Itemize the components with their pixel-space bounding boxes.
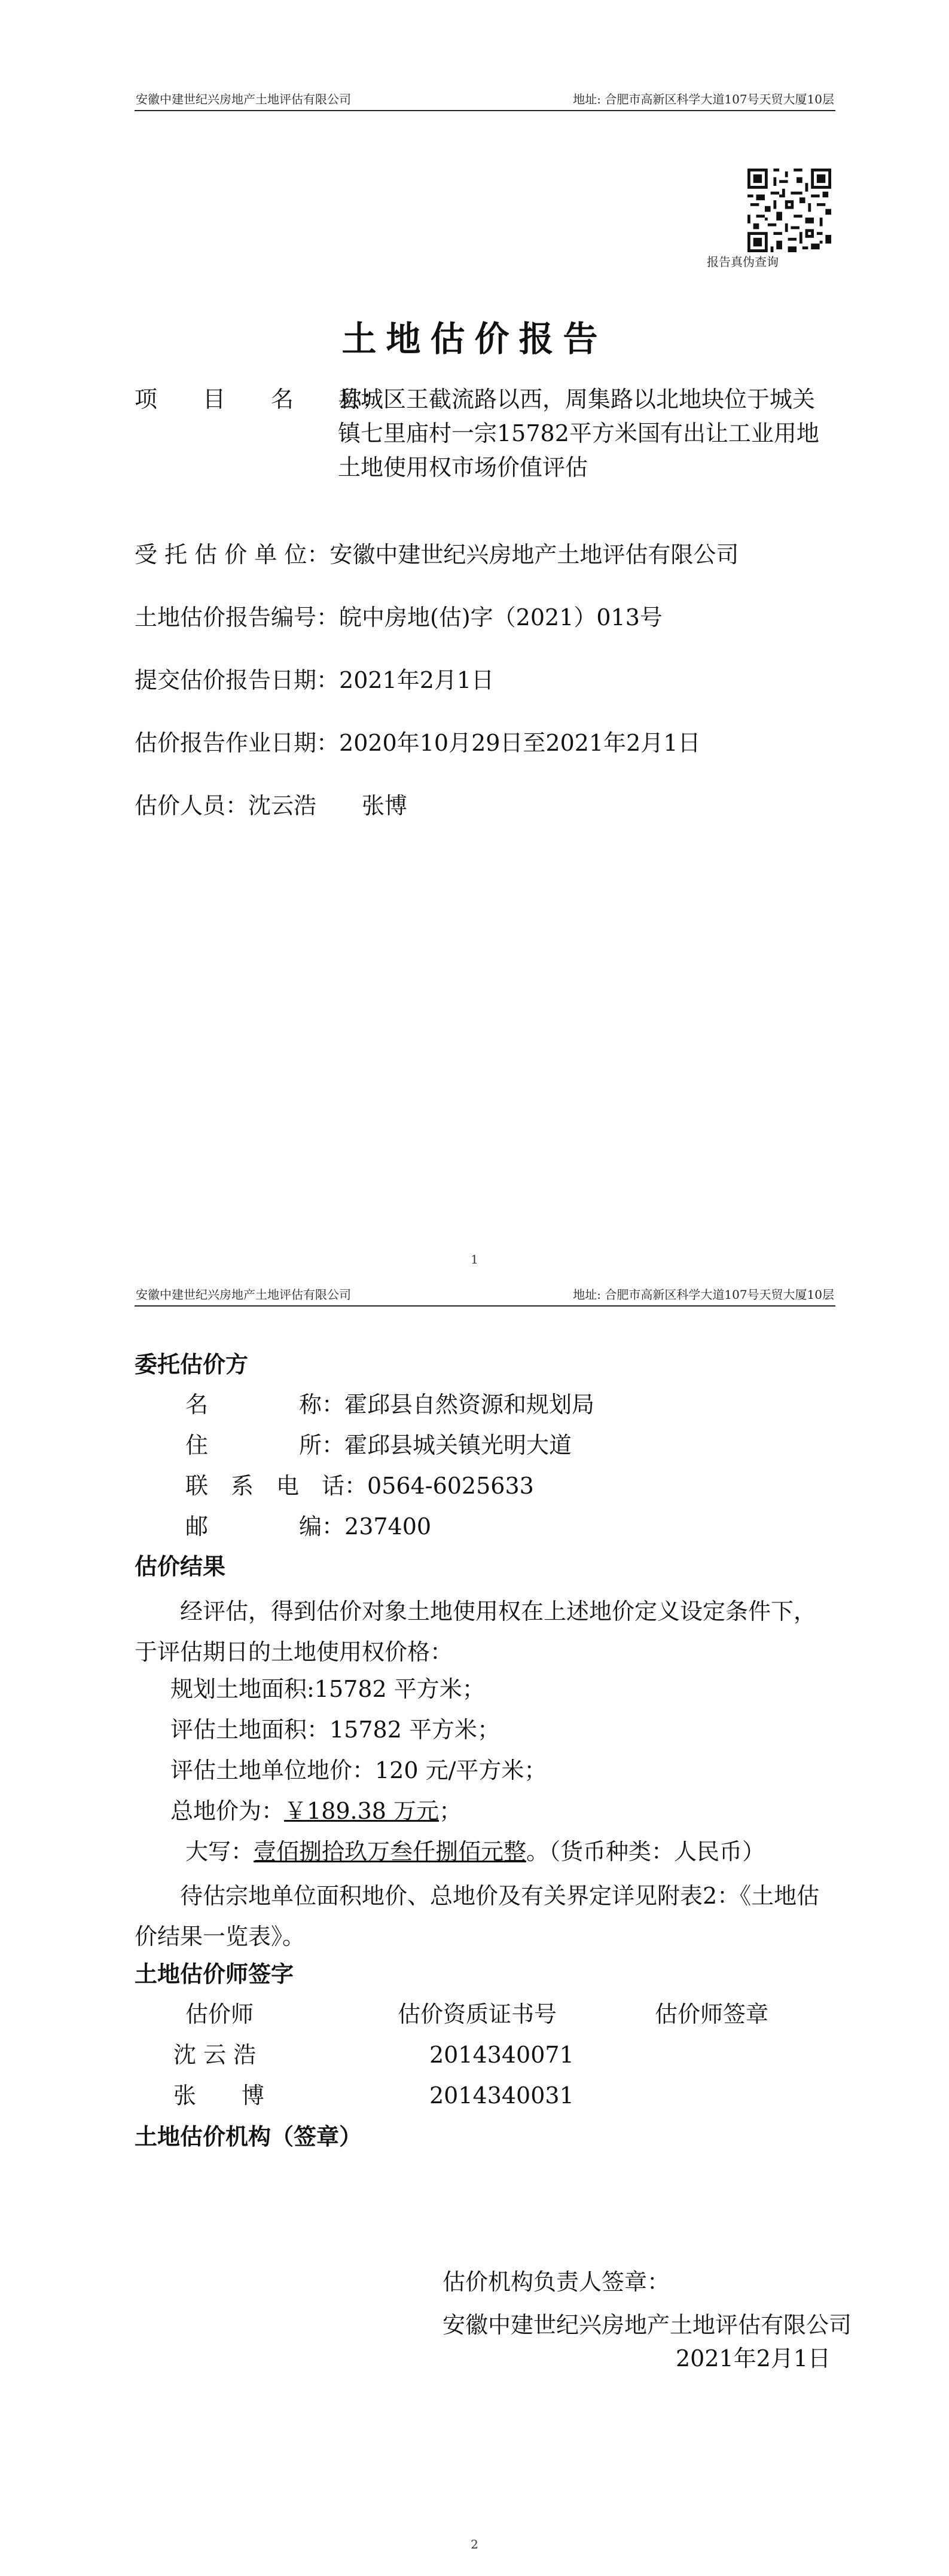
capital-suffix: 。（货币种类：人民币） <box>526 1838 765 1865</box>
qr-code-icon[interactable] <box>747 169 831 252</box>
sign-date: 2021年2月1日 <box>676 2345 831 2372</box>
client-phone-row <box>185 1469 534 1503</box>
header-company: 安徽中建世纪兴房地产土地评估有限公司 <box>136 92 351 106</box>
capital-amount-row <box>185 1835 765 1869</box>
result-intro: 经评估，得到估价对象土地使用权在上述地价定义设定条件下，于评估期日的土地使用权价格： <box>135 1598 817 1665</box>
work-date-label: 估价报告作业日期： <box>135 730 340 756</box>
client-address-row <box>185 1428 572 1463</box>
page-number: 2 <box>471 2537 478 2551</box>
client-address-label: 住 所： <box>185 1432 345 1458</box>
appraisers-row <box>135 789 407 823</box>
total-price-label: 总地价为： <box>170 1798 285 1824</box>
header-company: 安徽中建世纪兴房地产土地评估有限公司 <box>136 1287 351 1302</box>
signature-section-heading: 土地估价师签字 <box>135 1960 294 1987</box>
total-price-value: ￥189.38 万元 <box>284 1798 440 1824</box>
client-postcode-row <box>185 1510 431 1544</box>
page-header <box>135 1284 835 1307</box>
appraisers-value: 沈云浩 张博 <box>248 793 408 819</box>
report-page-2 <box>0 1285 949 2576</box>
submit-date-value: 2021年2月1日 <box>339 667 495 693</box>
org-name: 安徽中建世纪兴房地产土地评估有限公司 <box>443 2312 852 2338</box>
total-price-row <box>170 1794 462 1828</box>
page-number: 1 <box>471 1252 478 1266</box>
qr-caption: 报告真伪查询 <box>707 255 779 269</box>
eval-area: 评估土地面积：15782 平方米； <box>170 1717 500 1743</box>
report-no-row <box>135 601 663 635</box>
report-no-label: 土地估价报告编号： <box>135 604 340 631</box>
client-label: 受 托 估 价 单 位： <box>135 541 330 568</box>
header-address: 地址: 合肥市高新区科学大道107号天贸大厦10层 <box>573 1287 834 1302</box>
report-no-value: 皖中房地(估)字（2021）013号 <box>339 604 663 631</box>
appraiser-cert: 2014340071 <box>429 2042 574 2068</box>
client-value: 安徽中建世纪兴房地产土地评估有限公司 <box>329 541 739 568</box>
client-name-label: 名 称： <box>185 1391 345 1418</box>
col-cert-no: 估价资质证书号 <box>398 2001 557 2027</box>
appraiser-cert: 2014340031 <box>429 2082 574 2109</box>
client-row <box>135 538 739 572</box>
total-price-suffix: ； <box>439 1798 462 1824</box>
work-date-row <box>135 726 701 760</box>
col-appraiser: 估价师 <box>185 2001 254 2027</box>
result-note: 待估宗地单位面积地价、总地价及有关界定详见附表2：《土地估价结果一览表》。 <box>135 1883 820 1950</box>
client-name-row <box>185 1388 594 1422</box>
project-label: 项 目 名 称： <box>135 386 385 412</box>
capital-label: 大写： <box>185 1838 254 1865</box>
planned-area: 规划土地面积:15782 平方米； <box>170 1676 485 1702</box>
submit-date-label: 提交估价报告日期： <box>135 667 340 693</box>
client-section-heading: 委托估价方 <box>135 1351 249 1378</box>
client-phone-value: 0564-6025633 <box>367 1473 534 1499</box>
project-value: 县城区王截流路以西，周集路以北地块位于城关镇七里庙村一宗15782平方米国有出让工业用地土地使用权市场价值评估 <box>338 386 819 481</box>
page-header <box>135 88 835 111</box>
work-date-value: 2020年10月29日至2021年2月1日 <box>339 730 701 756</box>
appraisers-label: 估价人员： <box>135 793 249 819</box>
unit-price: 评估土地单位地价：120 元/平方米； <box>170 1757 547 1783</box>
submit-date-row <box>135 663 494 697</box>
capital-value: 壹佰捌拾玖万叁仟捌佰元整 <box>254 1838 527 1865</box>
responsible-signature: 估价机构负责人签章： <box>443 2269 670 2295</box>
col-seal: 估价师签章 <box>655 2001 769 2027</box>
header-address: 地址: 合肥市高新区科学大道107号天贸大厦10层 <box>573 92 834 106</box>
client-name-value: 霍邱县自然资源和规划局 <box>344 1391 595 1418</box>
client-postcode-label: 邮 编： <box>185 1513 345 1540</box>
client-phone-label: 联 系 电 话： <box>185 1473 368 1499</box>
client-address-value: 霍邱县城关镇光明大道 <box>344 1432 572 1458</box>
client-postcode-value: 237400 <box>344 1513 432 1540</box>
report-page-1 <box>0 0 949 1285</box>
result-section-heading: 估价结果 <box>135 1553 226 1580</box>
report-title: 土地估价报告 <box>341 319 608 359</box>
org-section-heading: 土地估价机构（签章） <box>135 2123 362 2150</box>
appraiser-name: 张 博 <box>173 2082 265 2109</box>
appraiser-name: 沈 云 浩 <box>173 2042 257 2068</box>
